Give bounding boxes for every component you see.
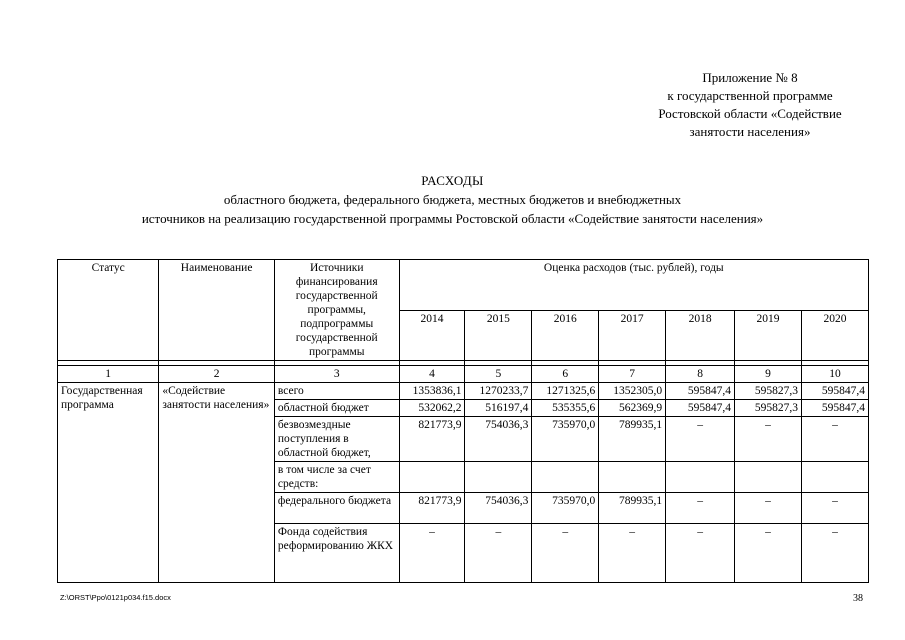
header-year: 2017 — [599, 310, 666, 361]
header-year: 2018 — [666, 310, 735, 361]
value-cell: – — [735, 417, 802, 462]
source-cell: областной бюджет — [274, 400, 399, 417]
value-cell: 754036,3 — [465, 417, 532, 462]
value-cell: – — [666, 493, 735, 524]
value-cell: 821773,9 — [399, 493, 465, 524]
appendix-line-3: Ростовской области «Содействие — [658, 106, 842, 121]
status-cell: Государственная программа — [58, 383, 159, 583]
value-cell: – — [666, 417, 735, 462]
value-cell: 735970,0 — [532, 493, 599, 524]
header-year: 2014 — [399, 310, 465, 361]
header-status: Статус — [58, 260, 159, 361]
appendix-line-1: Приложение № 8 — [702, 70, 798, 85]
header-year: 2016 — [532, 310, 599, 361]
source-cell: безвозмездные поступления в областной бюджет, — [274, 417, 399, 462]
appendix-line-4: занятости населения» — [689, 124, 811, 139]
value-cell: 595847,4 — [666, 400, 735, 417]
table-row — [58, 383, 869, 400]
source-cell: всего — [274, 383, 399, 400]
source-cell: в том числе за счет средств: — [274, 462, 399, 493]
value-cell: – — [465, 524, 532, 583]
value-cell: – — [735, 493, 802, 524]
value-cell — [465, 462, 532, 493]
value-cell: 1353836,1 — [399, 383, 465, 400]
value-cell — [666, 462, 735, 493]
column-number: 6 — [532, 366, 599, 383]
value-cell — [599, 462, 666, 493]
document-subtitle-2: источников на реализацию государственной программы Ростовской области «Содействие занятости населения» — [141, 211, 764, 226]
header-sources: Источники финансирования государственной программы, подпрограммы государственной программы — [274, 260, 399, 361]
value-cell: – — [801, 524, 868, 583]
value-cell: 532062,2 — [399, 400, 465, 417]
source-cell: федерального бюджета — [274, 493, 399, 524]
value-cell: 754036,3 — [465, 493, 532, 524]
column-number: 5 — [465, 366, 532, 383]
column-number: 2 — [159, 366, 275, 383]
column-number: 4 — [399, 366, 465, 383]
header-year: 2019 — [735, 310, 802, 361]
header-year: 2020 — [801, 310, 868, 361]
header-row-1 — [58, 260, 869, 311]
value-cell: 595847,4 — [801, 383, 868, 400]
value-cell: 595847,4 — [666, 383, 735, 400]
column-number: 7 — [599, 366, 666, 383]
value-cell: 789935,1 — [599, 493, 666, 524]
appendix-line-2: к государственной программе — [667, 88, 833, 103]
column-number: 1 — [58, 366, 159, 383]
value-cell: 516197,4 — [465, 400, 532, 417]
document-subtitle-1: областного бюджета, федерального бюджета, местных бюджетов и внебюджетных — [223, 192, 682, 207]
value-cell: 562369,9 — [599, 400, 666, 417]
value-cell — [532, 462, 599, 493]
value-cell: 735970,0 — [532, 417, 599, 462]
value-cell: 821773,9 — [399, 417, 465, 462]
column-number: 10 — [801, 366, 868, 383]
value-cell — [801, 462, 868, 493]
value-cell: 595847,4 — [801, 400, 868, 417]
value-cell: 1270233,7 — [465, 383, 532, 400]
footer-file-path: Z:\ORST\Ppo\0121p034.f15.docx — [60, 593, 171, 602]
header-estimate: Оценка расходов (тыс. рублей), годы — [399, 260, 868, 311]
value-cell: 1352305,0 — [599, 383, 666, 400]
budget-table — [57, 259, 869, 583]
value-cell: 595827,3 — [735, 400, 802, 417]
column-number: 8 — [666, 366, 735, 383]
value-cell: – — [801, 493, 868, 524]
value-cell: – — [399, 524, 465, 583]
value-cell: 789935,1 — [599, 417, 666, 462]
appendix-header — [610, 69, 890, 141]
value-cell: – — [666, 524, 735, 583]
source-cell: Фонда содействия реформированию ЖКХ — [274, 524, 399, 583]
page-number: 38 — [853, 593, 863, 604]
value-cell — [399, 462, 465, 493]
value-cell: 535355,6 — [532, 400, 599, 417]
column-number: 3 — [274, 366, 399, 383]
document-heading — [0, 171, 905, 228]
value-cell: 595827,3 — [735, 383, 802, 400]
program-name-cell: «Содействие занятости населения» — [159, 383, 275, 583]
column-number-row — [58, 366, 869, 383]
column-number: 9 — [735, 366, 802, 383]
document-title: РАСХОДЫ — [421, 173, 484, 188]
value-cell: – — [735, 524, 802, 583]
value-cell: – — [599, 524, 666, 583]
value-cell: 1271325,6 — [532, 383, 599, 400]
value-cell: – — [801, 417, 868, 462]
value-cell: – — [532, 524, 599, 583]
header-name: Наименование — [159, 260, 275, 361]
header-year: 2015 — [465, 310, 532, 361]
value-cell — [735, 462, 802, 493]
